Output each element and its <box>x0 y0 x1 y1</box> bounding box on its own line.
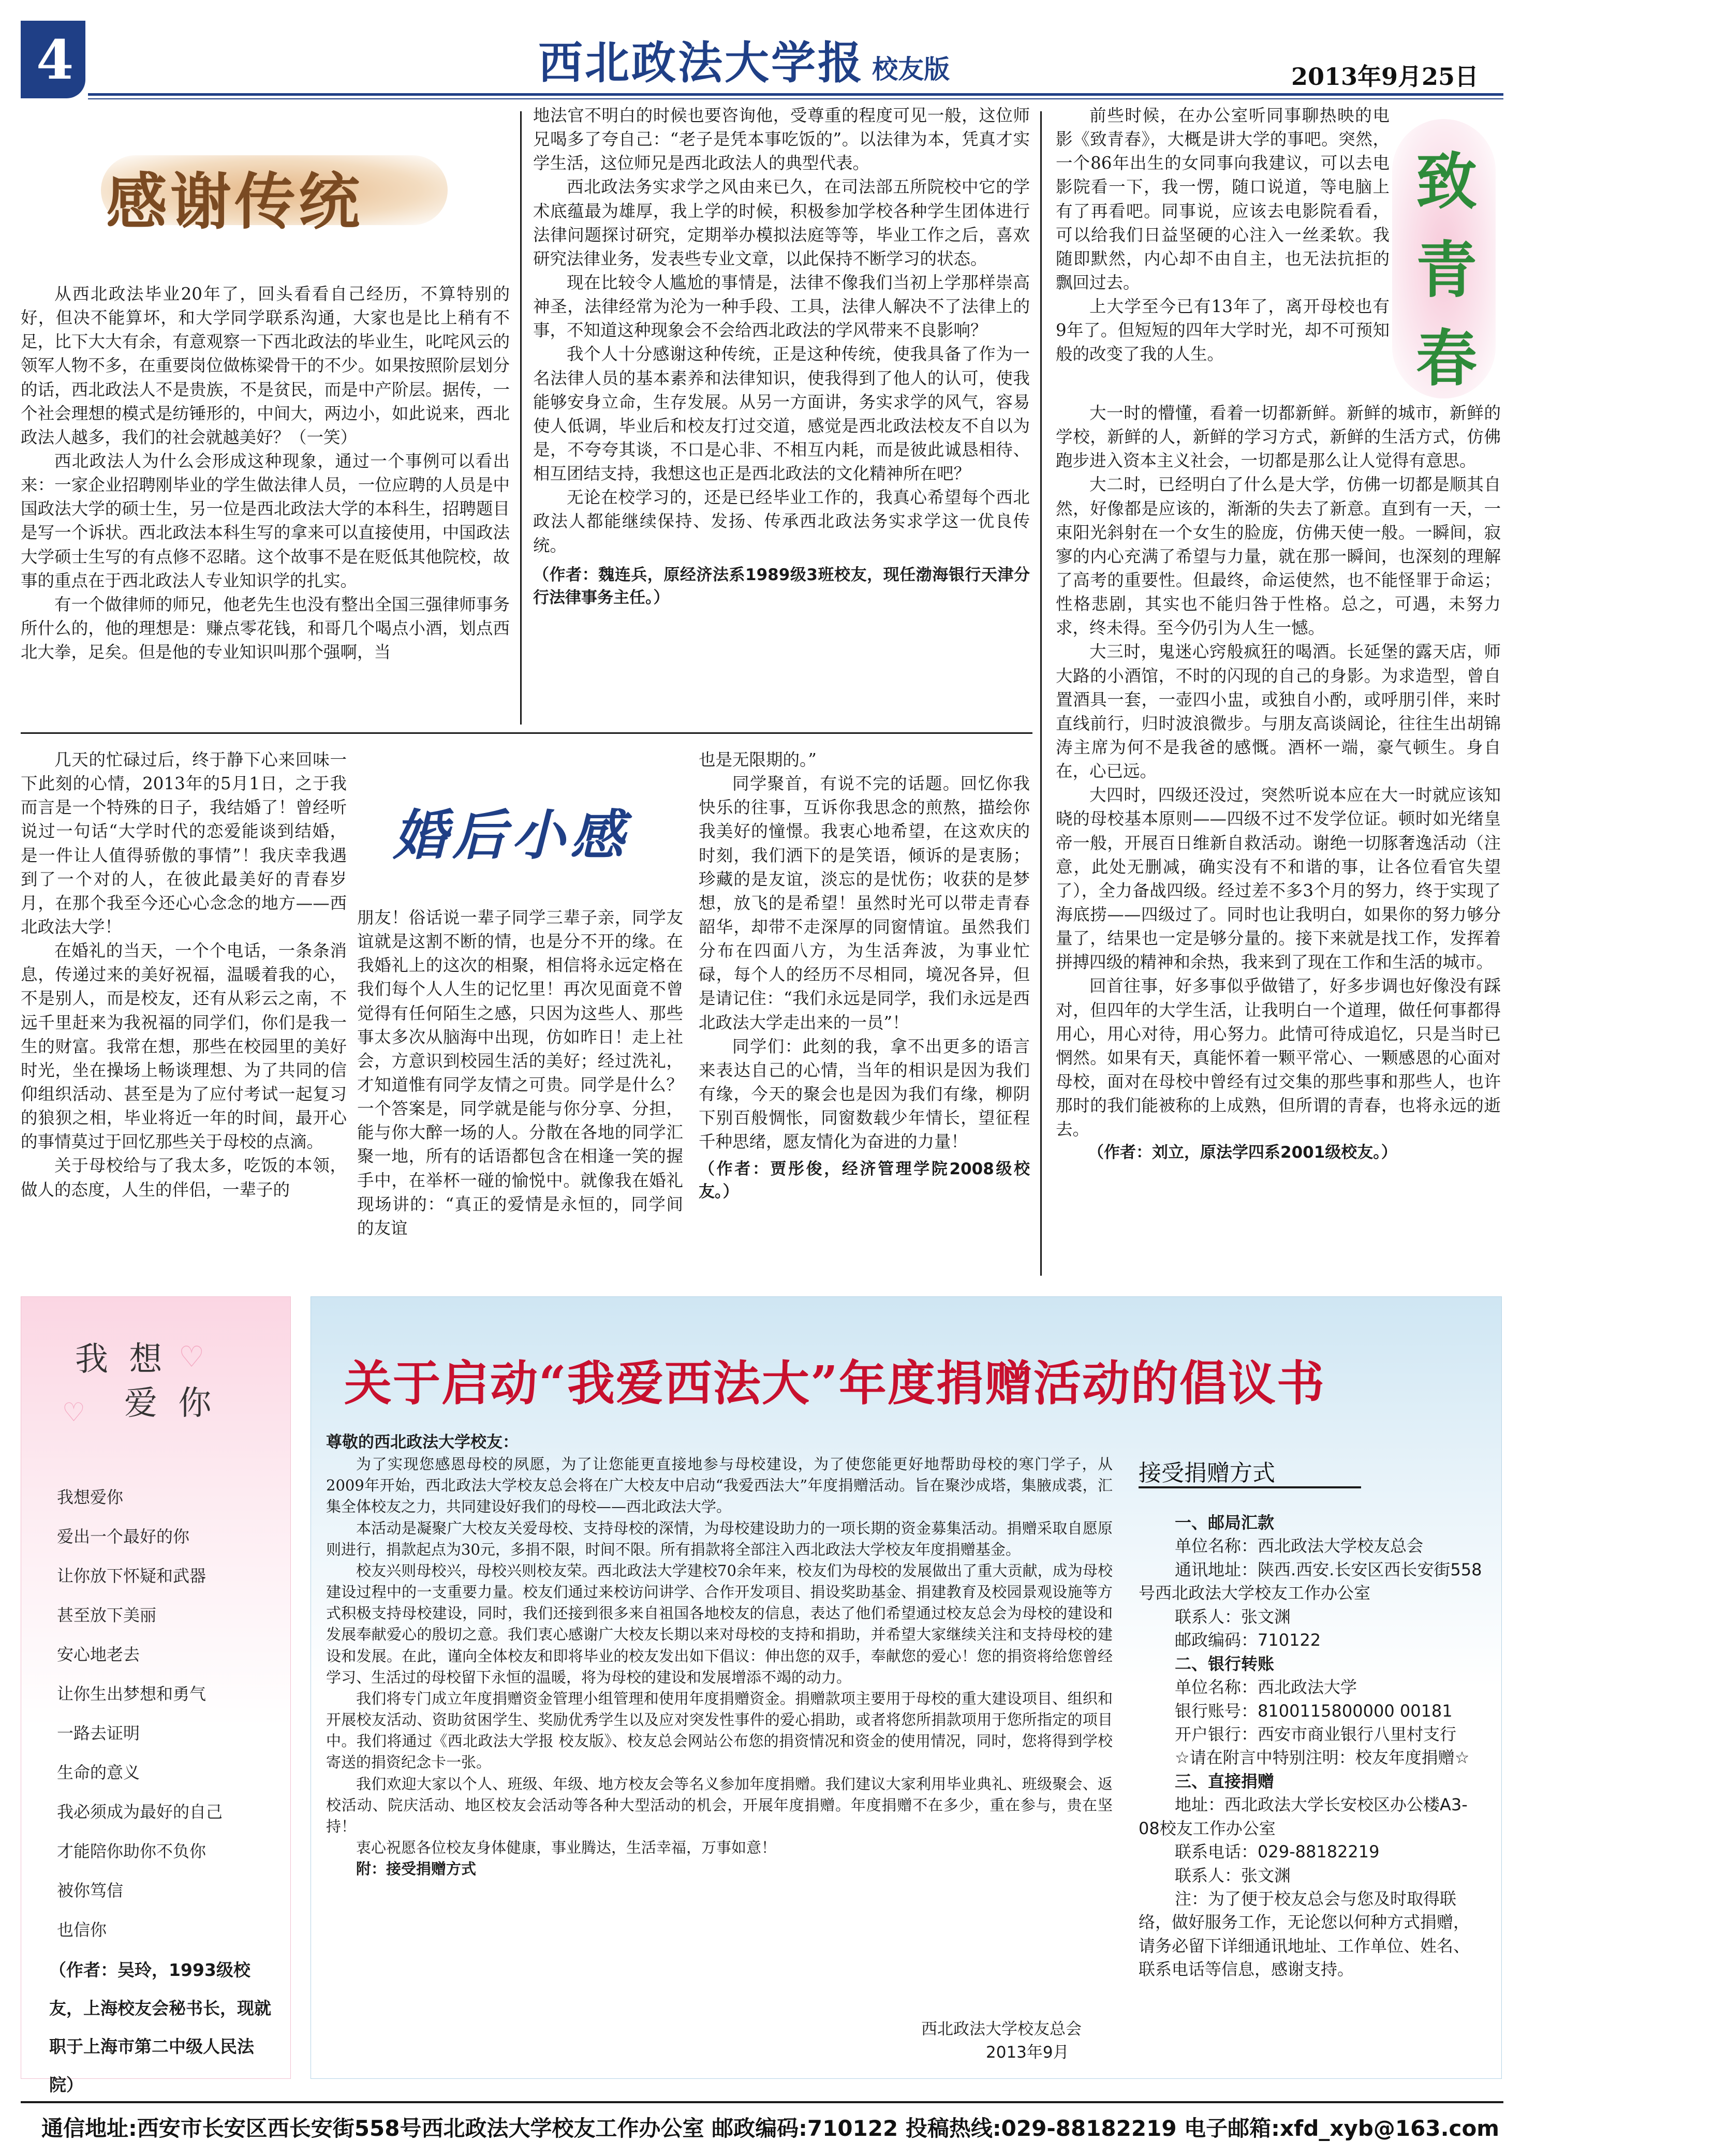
proposal-body <box>326 1431 1113 1880</box>
poem-byline: （作者：吴玲，1993级校友，上海校友会秘书长，现就职于上海市第二中级人民法院） <box>49 1960 271 2095</box>
proposal-signature-date: 2013年9月 <box>986 2043 1069 2062</box>
proposal-salutation: 尊敬的西北政法大学校友： <box>326 1433 519 1452</box>
masthead <box>538 27 950 89</box>
paragraph: 有一个做律师的师兄，他老先生也没有整出全国三强律师事务所什么的，他的理想是：赚点零花钱，和哥几个喝点小酒，划点西北大拳，足矣。但是他的专业知识叫那个强啊，当 <box>21 594 510 662</box>
footer-rule <box>21 2101 1503 2103</box>
poem-line: 甚至放下美丽 <box>57 1605 157 1625</box>
tradition-col1 <box>21 282 510 664</box>
marriage-col3 <box>699 748 1030 1203</box>
footer-contact: 通信地址:西安市长安区西长安街558号西北政法大学校友工作办公室 邮政编码:710122 投稿热线:029-88182219 电子邮箱:xfd_xyb@163.com <box>41 2116 1500 2141</box>
page-number: 4 <box>36 28 74 92</box>
mail-line: 通讯地址：陕西.西安.长安区西长安街558号西北政法大学校友工作办公室 <box>1139 1559 1482 1603</box>
paragraph: 本活动是凝聚广大校友关爱母校、支持母校的深情，为母校建设助力的一项长期的资金募集活动。捐赠采取自愿原则进行，捐款起点为30元，多捐不限，时间不限。所有捐款将全部注入西北政法大学校友年度捐赠基金。 <box>326 1519 1113 1558</box>
bank-line: 开户银行：西安市商业银行八里村支行 <box>1175 1724 1457 1744</box>
column-divider <box>520 111 522 725</box>
paragraph: 为了实现您感恩母校的夙愿，为了让您能更直接地参与母校建设，为了使您能更好地帮助母校的寒门学子，从2009年开始，西北政法大学校友总会将在广大校友中启动“我爱西法大”年度捐赠活动。旨在聚沙成塔，集腋成裘，汇集全体校友之力，共同建设好我们的母校——西北政法大学。 <box>326 1455 1113 1516</box>
tradition-col2 <box>533 104 1030 609</box>
youth-intro <box>1056 104 1390 366</box>
direct-line: 联系电话：029-88182219 <box>1175 1842 1380 1862</box>
marriage-col2 <box>357 906 683 1240</box>
paragraph: 大三时，鬼迷心窍般疯狂的喝酒。长延堡的露天店，师大路的小酒馆，不时的闪现的自己的身影。为求造型，曾自置酒具一套，一壶四小盅，或独自小酌，或呼朋引伴，来时直线前行，归时波浪微步。与朋友高谈阔论，往往生出胡锦涛主席为何不是我爸的感慨。酒杯一端，豪气顿生。身自在，心已远。 <box>1056 642 1501 781</box>
methods-list <box>1139 1511 1485 1982</box>
heart-icon: ♡ <box>179 1340 205 1374</box>
paragraph: 几天的忙碌过后，终于静下心来回味一下此刻的心情，2013年的5月1日，之于我而言是一个特殊的日子，我结婚了！曾经听说过一句话“大学时代的恋爱能谈到结婚，是一件让人值得骄傲的事情”！我庆幸我遇到了一个对的人，在彼此最美好的青春岁月，在那个我至今还心心念念的地方——西北政法大学！ <box>21 750 347 937</box>
poem-line: 一路去证明 <box>57 1723 140 1743</box>
proposal-attachment: 附：接受捐赠方式 <box>356 1860 477 1878</box>
poem-line: 也信你 <box>57 1920 107 1940</box>
proposal-signature-org: 西北政法大学校友总会 <box>921 2020 1082 2039</box>
marriage-title: 婚后小感 <box>393 803 630 867</box>
paragraph: 西北政法务实求学之风由来已久，在司法部五所院校中它的学术底蕴最为雄厚，我上学的时候，积极参加学校各种学生团体进行法律问题探讨研究，定期举办模拟法庭等等，毕业工作之后，喜欢研究法律业务，发表些专业文章，以此保持不断学习的状态。 <box>533 177 1030 269</box>
poem-line: 我必须成为最好的自己 <box>57 1802 223 1822</box>
paragraph: 同学聚首，有说不完的话题。回忆你我快乐的往事，互诉你我思念的煎熬，描绘你我美好的憧憬。我衷心地希望，在这欢庆的时刻，我们洒下的是笑语，倾诉的是衷肠；珍藏的是友谊，淡忘的是忧伤；收获的是梦想，放飞的是希望！虽然时光可以带走青春韶华，却带不走深厚的同窗情谊。虽然我们分布在四面八方，为生活奔波，为事业忙碌，每个人的经历不尽相同，境况各异，但是请记住：“我们永远是同学，我们永远是西北政法大学走出来的一员”！ <box>699 774 1030 1032</box>
poem-line: 我想爱你 <box>57 1487 124 1507</box>
poem-line: 让你放下怀疑和武器 <box>57 1566 206 1586</box>
issue-date: 2013年9月25日 <box>1291 63 1479 91</box>
marriage-byline: （作者：贾彤俊，经济管理学院2008级校友。） <box>699 1160 1030 1202</box>
mail-line: 单位名称：西北政法大学校友总会 <box>1175 1536 1424 1556</box>
paragraph: 大四时，四级还没过，突然听说本应在大一时就应该知晓的母校基本原则——四级不过不发学位证。顿时如光绪皇帝一般，开展百日维新自救活动。谢绝一切豚奢逸活动（注意，此处无删减，确实没有不和谐的事，让各位看官失望了），全力备战四级。经过差不多3个月的努力，终于实现了海底捞——四级过了。同时也让我明白，如果你的努力够分量了，结果也一定是够分量的。接下来就是找工作，发挥着拼搏四级的精神和余热，我来到了现在工作和生活的城市。 <box>1056 785 1501 972</box>
poem-lines <box>57 1478 279 1950</box>
bank-line: 银行账号：8100115800000 00181 <box>1175 1701 1453 1721</box>
paragraph: 衷心祝愿各位校友身体健康，事业腾达，生活幸福，万事如意！ <box>356 1839 777 1857</box>
paragraph: 同学们：此刻的我，拿不出更多的语言来表达自己的心情，当年的相识是因为我们有缘，今天的聚会也是因为我们有缘，柳阴下别百般惆怅，同窗数载少年情长，望征程千种思绪，愿友情化为奋进的力量！ <box>699 1036 1030 1152</box>
column-divider-right <box>1040 111 1042 1276</box>
paragraph: 前些时候，在办公室听同事聊热映的电影《致青春》，大概是讲大学的事吧。突然，一个86年出生的女同事向我建议，可以去电影院看一下，我一愣，随口说道，等电脑上有了再看吧。同事说，应该去电影院看看，可以给我们日益坚硬的心注入一丝柔软。我随即默然，内心却不由自主，也无法抗拒的飘回过去。 <box>1056 106 1390 292</box>
poem-line: 才能陪你助你不负你 <box>57 1841 206 1861</box>
methods-title: 接受捐赠方式 <box>1139 1460 1275 1486</box>
paragraph: 关于母校给与了我太多，吃饭的本领，做人的态度，人生的伴侣，一辈子的 <box>21 1156 347 1200</box>
youth-byline: （作者：刘立，原法学四系2001级校友。） <box>1088 1143 1397 1162</box>
header-rule-thin <box>88 98 1503 99</box>
paragraph: 我们欢迎大家以个人、班级、年级、地方校友会等名义参加年度捐赠。我们建议大家利用毕业典礼、班级聚会、返校活动、院庆活动、地区校友会活动等各种大型活动的机会，开展年度捐赠。年度捐赠不在多少，重在参与，贵在坚持！ <box>326 1775 1113 1835</box>
tradition-title: 感谢传统 <box>106 166 363 238</box>
paragraph: 无论在校学习的，还是已经毕业工作的，我真心希望每个西北政法人都能继续保持、发扬、传承西北政法务实求学这一优良传统。 <box>533 488 1030 555</box>
tradition-byline: （作者：魏连兵，原经济法系1989级3班校友，现任渤海银行天津分行法律事务主任。） <box>533 565 1030 607</box>
paragraph: 上大学至今已有13年了，离开母校也有9年了。但短短的四年大学时光，却不可预知般的改变了我的人生。 <box>1056 297 1390 364</box>
mail-line: 邮政编码：710122 <box>1175 1630 1321 1650</box>
page-number-badge <box>21 21 85 98</box>
poem-line: 爱出一个最好的你 <box>57 1527 190 1546</box>
paragraph: 现在比较令人尴尬的事情是，法律不像我们当初上学那样崇高神圣，法律经常为沦为一种手段、工具，法律人解决不了法律上的事，不知道这种现象会不会给西北政法的学风带来不良影响？ <box>533 272 1030 341</box>
poem-title-line1: 我 想 <box>75 1340 168 1379</box>
bank-heading: 二、银行转账 <box>1175 1653 1275 1674</box>
paragraph: 大一时的懵懂，看着一切都新鲜。新鲜的城市，新鲜的学校，新鲜的人，新鲜的学习方式，新鲜的生活方式，仿佛跑步进入资本主义社会，一切都是那么让人觉得有意思。 <box>1056 403 1501 471</box>
proposal-note: 注：为了便于校友总会与您及时取得联络，做好服务工作，无论您以何种方式捐赠，请务必留下详细通讯地址、工作单位、姓名、联系电话等信息，感谢支持。 <box>1139 1889 1470 1980</box>
paragraph: 我们将专门成立年度捐赠资金管理小组管理和使用年度捐赠资金。捐赠款项主要用于母校的重大建设项目、组织和开展校友活动、资助贫困学生、奖励优秀学生以及应对突发性事件的爱心捐助，或者将您所捐款项用于您所指定的项目中。我们将通过《西北政法大学报 校友版》、校友总会网站公布您的捐资情况和资金的使用情况，同时，您将得到学校寄送的捐资纪念卡一张。 <box>326 1689 1113 1771</box>
marriage-col1 <box>21 748 347 1202</box>
direct-heading: 三、直接捐赠 <box>1175 1771 1275 1791</box>
youth-title: 致青春 <box>1415 145 1477 395</box>
bank-line: ☆请在附言中特别注明：校友年度捐赠☆ <box>1175 1748 1470 1768</box>
poem-title-line2: 爱 你 <box>124 1384 217 1423</box>
direct-line: 地址：西北政法大学长安校区办公楼A3-08校友工作办公室 <box>1139 1795 1468 1838</box>
paragraph: 回首往事，好多事似乎做错了，好多步调也好像没有踩对，但四年的大学生活，让我明白一个道理，做任何事都得用心，用心对待，用心努力。此情可待成追忆，只是当时已惘然。如果有天，真能怀着一颗平常心、一颗感恩的心面对母校，面对在母校中曾经有过交集的那些事和那些人，也许那时的我们能被称的上成熟，但所谓的青春，也将永远的逝去。 <box>1056 976 1501 1140</box>
paragraph: 西北政法人为什么会形成这种现象，通过一个事例可以看出来：一家企业招聘刚毕业的学生做法律人员，一位应聘的人员是中国政法大学的硕士生，另一位是西北政法大学的本科生，招聘题目是写一个诉状。西北政法本科生写的拿来可以直接使用，中国政法大学硕士生写的有点修不忍睹。这个故事不是在贬低其他院校，故事的重点在于西北政法人专业知识学的扎实。 <box>21 451 510 590</box>
youth-body <box>1056 401 1501 1164</box>
masthead-title: 西北政法大学报 <box>538 37 864 89</box>
section-rule-left <box>21 732 1032 734</box>
paragraph: 在婚礼的当天，一个个电话，一条条消息，传递过来的美好祝福，温暖着我的心，不是别人，而是校友，还有从彩云之南，不远千里赶来为我祝福的同学们，你们是我一生的财富。我常在想，那些在校园里的美好时光，坐在操场上畅谈理想、为了共同的信仰组织活动、甚至是为了应付考试一起复习的狼狈之相，毕业将近一年的时间，最开心的事情莫过于回忆那些关于母校的点滴。 <box>21 941 347 1152</box>
proposal-title: 关于启动“我爱西法大”年度捐赠活动的倡议书 <box>344 1355 1325 1411</box>
paragraph: 地法官不明白的时候也要咨询他，受尊重的程度可见一般，这位师兄喝多了夸自己：“老子是凭本事吃饭的”。以法律为本，凭真才实学生活，这位师兄是西北政法人的典型代表。 <box>533 106 1030 173</box>
paragraph: 也是无限期的。” <box>699 750 817 770</box>
poem-line: 被你笃信 <box>57 1881 124 1900</box>
bank-line: 单位名称：西北政法大学 <box>1175 1677 1357 1697</box>
methods-title-rule <box>1139 1486 1361 1488</box>
poem-line: 生命的意义 <box>57 1763 140 1782</box>
direct-line: 联系人：张文渊 <box>1175 1865 1291 1885</box>
masthead-edition: 校友版 <box>872 54 950 84</box>
poem-line: 让你生出梦想和勇气 <box>57 1684 206 1704</box>
paragraph: 校友兴则母校兴，母校兴则校友荣。西北政法大学建校70余年来，校友们为母校的发展做出了重大贡献，成为母校建设过程中的一支重要力量。校友们通过来校访问讲学、合作开发项目、捐设奖助基金、捐建教育及校园景观设施等方式积极支持母校建设，同时，我们还接到很多来自祖国各地校友的信息，表达了他们希望通过校友总会为母校的建设和发展奉献爱心的殷切之意。我们衷心感谢广大校友长期以来对母校的支持和捐助，并希望大家继续关注和支持母校的建设和发展。在此，谨向全体校友和即将毕业的校友发出如下倡议：伸出您的双手，奉献您的爱心！您的捐资将给您曾经学习、生活过的母校留下永恒的温暖，将为母校的建设和发展增添不竭的动力。 <box>326 1561 1113 1686</box>
paragraph: 我个人十分感谢这种传统，正是这种传统，使我具备了作为一名法律人员的基本素养和法律知识，使我得到了他人的认可，使我能够安身立命，生存发展。从另一方面讲，务实求学的风气，容易使人低调，毕业后和校友打过交道，感觉是西北政法校友不自以为是，不夸夸其谈，不口是心非、不相互内耗，而是彼此诚恳相待、相互团结支持，我想这也正是西北政法的文化精神所在吧？ <box>533 344 1030 484</box>
mail-heading: 一、邮局汇款 <box>1175 1513 1275 1532</box>
paragraph: 朋友！俗话说一辈子同学三辈子亲，同学友谊就是这割不断的情，也是分不开的缘。在我婚礼上的这次的相聚，相信将永远定格在我们每个人人生的记忆里！再次见面竟不曾觉得有任何陌生之感，只因为这些人、那些事太多次从脑海中出现，仿如昨日！走上社会，方意识到校园生活的美好；经过洗礼，才知道惟有同学友情之可贵。同学是什么？一个答案是，同学就是能与你分享、分担，能与你大醉一场的人。分散在各地的同学汇聚一地，所有的话语都包含在相逢一笑的握手中，在举杯一碰的愉悦中。就像我在婚礼现场讲的：“真正的爱情是永恒的，同学间的友谊 <box>357 908 683 1238</box>
poem-line: 安心地老去 <box>57 1645 140 1664</box>
mail-line: 联系人：张文渊 <box>1175 1606 1291 1627</box>
header-rule <box>88 93 1503 96</box>
heart-icon: ♡ <box>62 1397 85 1427</box>
paragraph: 大二时，已经明白了什么是大学，仿佛一切都是顺其自然，好像都是应该的，渐渐的失去了新意。直到有一天，一束阳光斜射在一个女生的脸庞，仿佛天使一般。一瞬间，寂寥的内心充满了希望与力量，就在那一瞬间，也深刻的理解了高考的重要性。但最终，命运使然，也不能怪罪于命运；性格悲剧，其实也不能归咎于性格。总之，可遇，未努力求，终未得。至今仍引为人生一憾。 <box>1056 475 1501 638</box>
paragraph: 从西北政法毕业20年了，回头看看自己经历，不算特别的好，但决不能算坏，和大学同学联系沟通，大家也是比上稍有不足，比下大大有余，有意观察一下西北政法的毕业生，叱咤风云的领军人物不多，在重要岗位做栋梁骨干的不少。如果按照阶层划分的话，西北政法人不是贵族，不是贫民，而是中产阶层。据传，一个社会理想的模式是纺锤形的，中间大，两边小，如此说来，西北政法人越多，我们的社会就越美好？（一笑） <box>21 284 510 447</box>
